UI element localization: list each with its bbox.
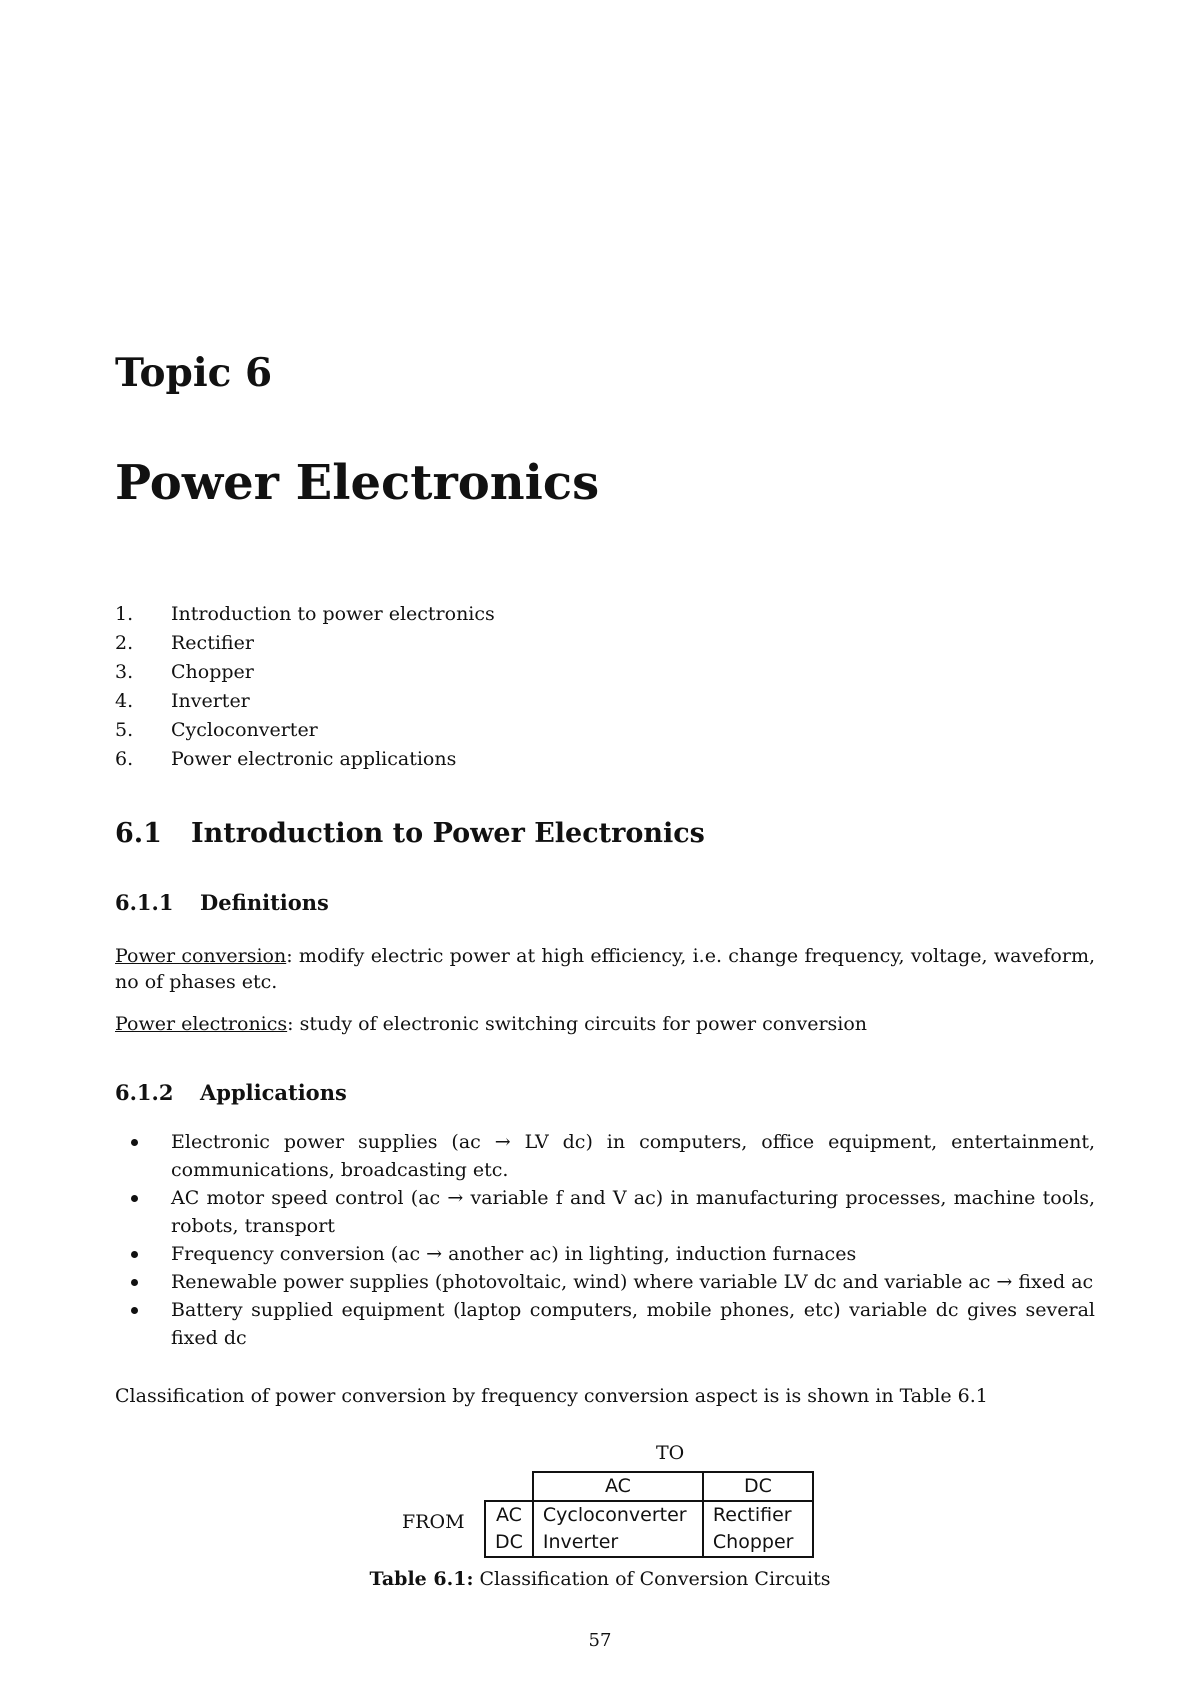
definition-term: Power electronics bbox=[115, 1013, 288, 1035]
list-item-text: AC motor speed control (ac → variable f and V ac) in manufacturing processes, machine tools, robots, transport bbox=[171, 1187, 1095, 1237]
list-item-label: Power electronic applications bbox=[171, 748, 457, 770]
table-row-header: AC bbox=[485, 1501, 533, 1529]
list-item-text: Electronic power supplies (ac → LV dc) in computers, office equipment, entertainment, communications, broadcasting etc. bbox=[171, 1131, 1095, 1181]
list-item-label: Inverter bbox=[171, 690, 250, 712]
list-item-number: 1. bbox=[115, 603, 134, 625]
list-item-number: 2. bbox=[115, 632, 134, 654]
list-item bbox=[115, 1268, 1095, 1296]
table-caption-label: Table 6.1: bbox=[369, 1568, 474, 1590]
list-item-text: Battery supplied equipment (laptop computers, mobile phones, etc) variable dc gives several fixed dc bbox=[171, 1299, 1095, 1349]
definition-paragraph bbox=[115, 1011, 1095, 1037]
bullet-icon bbox=[115, 1128, 171, 1184]
table-cell: Rectifier bbox=[703, 1501, 813, 1529]
list-item-label: Introduction to power electronics bbox=[171, 603, 495, 625]
table-row-header: DC bbox=[485, 1529, 533, 1557]
bullet-icon bbox=[115, 1240, 171, 1268]
definition-text: : modify electric power at high efficiency, i.e. change frequency, voltage, waveform, no of phases etc. bbox=[115, 945, 1096, 993]
list-item bbox=[115, 1240, 1095, 1268]
table-cell: Inverter bbox=[533, 1529, 703, 1557]
list-item-text: Frequency conversion (ac → another ac) in lighting, induction furnaces bbox=[171, 1243, 857, 1265]
definition-text: : study of electronic switching circuits for power conversion bbox=[287, 1013, 868, 1035]
bullet-icon bbox=[115, 1184, 171, 1240]
table-cell: Chopper bbox=[703, 1529, 813, 1557]
bullet-icon bbox=[115, 1268, 171, 1296]
subsection-heading-applications bbox=[115, 1080, 347, 1105]
list-item-label: Cycloconverter bbox=[171, 719, 318, 741]
subsection-heading-definitions bbox=[115, 890, 329, 915]
list-item bbox=[115, 658, 1095, 687]
applications-list bbox=[115, 1128, 1095, 1352]
definition-term: Power conversion bbox=[115, 945, 287, 967]
list-item-number: 6. bbox=[115, 748, 134, 770]
list-item-number: 3. bbox=[115, 661, 134, 683]
table-row bbox=[485, 1501, 813, 1529]
chapter-title: Power Electronics bbox=[115, 455, 600, 511]
table-column-header: AC bbox=[533, 1472, 703, 1501]
page-number: 57 bbox=[588, 1630, 612, 1651]
table-to-label: TO bbox=[656, 1442, 685, 1464]
classification-paragraph: Classification of power conversion by frequency conversion aspect is is shown in Table 6.1 bbox=[115, 1385, 988, 1407]
list-item bbox=[115, 687, 1095, 716]
list-item bbox=[115, 716, 1095, 745]
list-item bbox=[115, 745, 1095, 774]
list-item bbox=[115, 629, 1095, 658]
subsection-title: Definitions bbox=[200, 890, 329, 915]
table-row bbox=[485, 1529, 813, 1557]
table-column-header: DC bbox=[703, 1472, 813, 1501]
section-title: Introduction to Power Electronics bbox=[191, 818, 705, 849]
table-from-label: FROM bbox=[402, 1511, 465, 1533]
list-item-number: 5. bbox=[115, 719, 134, 741]
list-item bbox=[115, 1184, 1095, 1240]
definition-paragraph bbox=[115, 943, 1095, 995]
topic-contents-list bbox=[115, 600, 1095, 774]
table-header-row bbox=[485, 1472, 813, 1501]
conversion-table bbox=[484, 1471, 814, 1558]
list-item-text: Renewable power supplies (photovoltaic, wind) where variable LV dc and variable ac → fixed ac bbox=[171, 1271, 1094, 1293]
list-item-label: Chopper bbox=[171, 661, 254, 683]
topic-label: Topic 6 bbox=[115, 350, 273, 396]
list-item-label: Rectifier bbox=[171, 632, 254, 654]
subsection-title: Applications bbox=[200, 1080, 347, 1105]
section-heading bbox=[115, 818, 705, 849]
table-caption bbox=[0, 1568, 1200, 1590]
list-item-number: 4. bbox=[115, 690, 134, 712]
table-corner-cell bbox=[485, 1472, 533, 1501]
subsection-number: 6.1.1 bbox=[115, 890, 174, 915]
list-item bbox=[115, 1128, 1095, 1184]
list-item bbox=[115, 1296, 1095, 1352]
list-item bbox=[115, 600, 1095, 629]
table-cell: Cycloconverter bbox=[533, 1501, 703, 1529]
bullet-icon bbox=[115, 1296, 171, 1352]
subsection-number: 6.1.2 bbox=[115, 1080, 174, 1105]
table-caption-text: Classification of Conversion Circuits bbox=[479, 1568, 831, 1590]
section-number: 6.1 bbox=[115, 818, 162, 849]
